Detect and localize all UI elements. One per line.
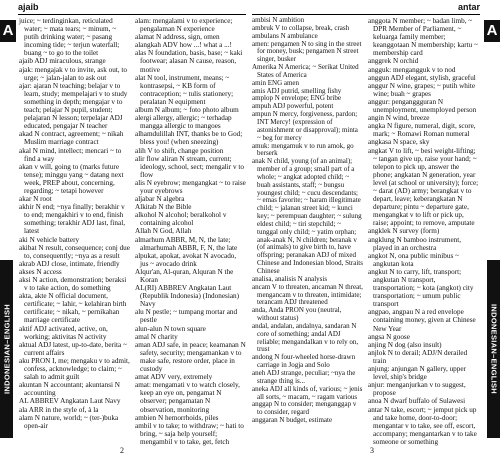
dictionary-entry: akibat N result, consequence; conj due to, consequently; ~nya as a result	[19, 243, 130, 260]
dictionary-entry: amen: pengamen N to sing in the street for money, busk; pengamen N street singer, busker	[252, 39, 362, 64]
dictionary-entry: akhir N end; ~nya finally; berakhir v to end; mengakhiri v to end, finish something; terakhir ADJ last, final, latest	[19, 203, 126, 236]
dictionary-entry: alat N tool, instrument, means; ~ kontrasepsi, ~ KB form of contraception; ~ tulis stationery; peralatan N equipment	[135, 73, 234, 106]
dictionary-entry: alam N nature, world; ~ (ter-)buka open-air	[19, 413, 119, 430]
letter-tab: A	[0, 20, 16, 42]
dictionary-entry: akrab ADJ close, intimate, friendly	[19, 259, 120, 268]
dictionary-entry: anggota N member; ~ badan limb, ~ DPR Member of Parliament, ~ keluarga family member; keanggotaan N membership; kartu ~ membership card	[368, 17, 478, 58]
page-number: 3	[370, 446, 374, 455]
dictionary-entry: aksi N action, demonstration; beraksi v to take action, do something	[19, 276, 127, 293]
dictionary-entry: aman ADJ safe, in peace; keamanan N safety, security; mengamankan v to make safe, restore order, place in custody	[135, 340, 246, 374]
dictionary-entry: amuk: mengamuk v to run amok, go berserk	[252, 141, 354, 158]
dictionary-entry: ajar: ajaran N teaching; belajar v to learn, study; mempelajari v to study something in depth; mengajar v to teach; pelajar N pupil, student; pelajaran N lesson; terpelajar ADJ educated, pengajar N teacher	[19, 81, 128, 131]
dictionary-entry: anggur N wine, grapes; ~ putih white wine; buah ~ grapes	[368, 81, 476, 98]
dictionary-entry: akta, akte N official document, certificate; ~ lahir, ~ kelahiran birth certificate; ~ nikah, ~ pernikahan marriage certificate	[19, 292, 127, 325]
column-1	[252, 17, 363, 446]
dictionary-entry: anjur: menganjurkan v to suggest, propose	[368, 381, 466, 398]
dictionary-entry: anggun ADJ elegant, stylish, graceful	[368, 73, 476, 82]
dictionary-entry: akar N root	[19, 195, 52, 204]
dictionary-entry: ambulans N ambulance	[252, 31, 318, 40]
dictionary-entry: angklek N survey (form)	[368, 227, 440, 236]
dictionary-entry: ampun N mercy, forgiveness, pardon; INT Mercy! (expression of astonishment or disapproval); minta ~ beg for mercy	[252, 110, 358, 142]
dictionary-entry: alkohol N alcohol; beralkohol v containing alcohol	[135, 211, 227, 228]
right-page	[250, 0, 500, 457]
dictionary-entry: angin N wind, breeze	[368, 114, 430, 123]
dictionary-entry: amat: mengamati v to watch closely, keep an eye on, pengamat N observer; pengamatan N observation, monitoring	[135, 381, 240, 414]
dictionary-entry: alis N eyebrow; mengangkat ~ to raise your eyebrows	[135, 178, 246, 195]
dictionary-entry: Amerika N America; ~ Serikat United States of America	[252, 63, 359, 79]
dictionary-entry: angka N figure, numeral, digit, score, mark; ~ Romawi Roman numeral	[368, 122, 476, 139]
dictionary-entry: aki N vehicle battery	[19, 235, 80, 244]
entry-columns	[252, 17, 479, 446]
dictionary-entry: angklung N bamboo instrument, played in an orchestra	[368, 235, 462, 252]
header-rule	[252, 14, 480, 15]
dictionary-entry: angsa N goose	[368, 332, 410, 341]
dictionary-entry: anda, Anda PRON you (neutral, without status)	[252, 306, 342, 323]
dictionary-entry: alu N pestle; ~ tumpang mortar and pestle	[135, 308, 238, 325]
dictionary-entry: akad N contract, agreement; ~ nikah Muslim marriage contract	[19, 130, 124, 147]
dictionary-entry: amplop N envelope; ENG bribe	[252, 94, 342, 103]
dictionary-entry: angkut N to carry, lift, transport; angkutan N transport, transportation; ~ kota (angkot) city transportation; ~ umum public transport	[368, 267, 474, 309]
entry-columns	[19, 17, 246, 446]
dictionary-entry: aktif ADJ activated, active, on, working; aktivitas N activity	[19, 324, 108, 341]
column-1	[19, 17, 130, 446]
column-2	[135, 17, 246, 446]
dictionary-entry: Alkitab N the Bible	[135, 203, 192, 212]
guide-word: ajaib	[18, 2, 39, 12]
dictionary-entry: ala ARR in the style of, à la	[19, 405, 99, 414]
page-number: 2	[120, 446, 124, 455]
dictionary-entry: ambien N hemorrhoids, piles	[135, 413, 219, 422]
dictionary-entry: amal N charity	[135, 332, 178, 341]
dictionary-entry: amin ENG amen	[252, 78, 300, 87]
dictionary-entry: ampuh ADJ powerful, potent	[252, 102, 334, 111]
dictionary-entry: anjing N dog (also insult)	[368, 340, 442, 349]
dictionary-entry: alun-alun N town square	[135, 324, 206, 333]
guide-word: antar	[457, 2, 480, 12]
dictionary-entry: anggur: penganggguran N unemployment, unemployed person	[368, 97, 477, 115]
dictionary-entry: aku PRON I, me; mengaku v to admit, confess, acknowledge; to claim; ~ salah to admit guilt	[19, 356, 130, 382]
dictionary-entry: juice; ~ terdinginkan, reticulated water; ~ mata tears; ~ minum, ~ putih drinking water; ~ pasang incoming tide; ~ terjun waterfall; buang ~ to go to the toilet	[19, 17, 120, 58]
dictionary-entry: alamat N address, sign, omen	[135, 33, 220, 42]
dictionary-entry: alpukat, apokat, avokat N avocado, jus ~ avocado drink	[135, 251, 237, 268]
dictionary-entry: album N album; ~ foto photo album	[135, 106, 239, 115]
dictionary-entry: andong N four-wheeled horse-drawn carriage in Jogja and Solo	[252, 353, 356, 370]
sidebar-label: INDONESIAN–ENGLISH	[489, 304, 498, 394]
dictionary-entry: angkat V to lift, ~ besi weight-lifting; ~ tangan give up, raise your hand; ~ telepon to pick up, answer the phone; angkatan N generation, year level (at school or university); force; ~ darat (AD) army; berangkat v to depart, leave; keberangkatan N departure; pintu ~ departure gate, mengangkat v to lift or pick up, raise; appoint; to remove, amputate	[368, 146, 479, 228]
dictionary-entry: anggaran N budget, estimate	[252, 416, 333, 425]
dictionary-entry: angguk: mengangguk v to nod	[368, 65, 456, 74]
dictionary-entry: andal, andalan, andalnya, sandaran N core of something; andal ADJ reliable; mengandalkan v to rely on, trust	[252, 321, 359, 354]
dictionary-entry: ancam V to threaten, ancaman N threat, mengancam v to threaten, intimidate; terancam ADJ threatened	[252, 282, 363, 307]
dictionary-entry: aktual ADJ latest, up-to-date, berita ~ current affairs	[19, 340, 127, 357]
dictionary-entry: alih V to shift, change position	[135, 146, 224, 155]
dictionary-entry: AL(RI) ABBREV Angkatan Laut (Republik Indonesia) (Indonesian) Navy	[135, 284, 240, 309]
dictionary-entry: alir flow aliran N stream, current; ideology, school, sect; mengalir v to flow	[135, 154, 244, 179]
section-sidebar	[0, 260, 13, 438]
dictionary-entry: amat ADV very, extremely	[135, 373, 213, 382]
dictionary-entry: anjlok N to derail; ADJ/N derailed train	[368, 348, 468, 365]
header-rule	[18, 14, 246, 15]
section-sidebar	[487, 260, 500, 438]
dictionary-entry: akuntan N accountant; akuntansi N accounting	[19, 381, 120, 398]
dictionary-entry: anak N child, young (of an animal); member of a group; small part of a whole; ~ angkat adopted child; ~ buah assistants, staff; ~ bungsu youngest child; ~ cucu descendants; ~ emas favorite; ~ haram illegitimate child; ~ jalanan street kid; ~ kunci key; ~ perempuan daughter; ~ sulung eldest child; ~ tiri stepchild; ~ tunggal only child; ~ yatim orphan; anak-anak N, N children; beranak v (of animals) to give birth to, have offspring; peranakan ADJ of mixed Chinese and Indonesian blood, Straits Chinese	[252, 157, 363, 275]
dictionary-entry: amis ADJ putrid, smelling fishy	[252, 86, 342, 95]
dictionary-entry: AL ABBREV Angkatan Laut Navy	[19, 397, 121, 406]
dictionary-entry: aljabar N algebra	[135, 195, 185, 204]
dictionary-entry: anggrek N orchid	[368, 57, 419, 66]
dictionary-entry: angpao, angpau N a red envelope containing money, given at Chinese New Year	[368, 308, 476, 333]
dictionary-entry: alhamdulillah INT, thanks be to God; bless you! (when sneezing)	[135, 130, 243, 147]
dictionary-entry: Allah N God, Allah	[135, 227, 192, 236]
dictionary-entry: Alqur'an, Al-quran, Alquran N the Koran	[135, 267, 234, 284]
sidebar-label: INDONESIAN–ENGLISH	[2, 304, 11, 394]
dictionary-entry: akses N access	[19, 267, 62, 276]
dictionary-entry: alangkah ADV how ...! what a ...!	[135, 41, 232, 50]
dictionary-entry: almarhum ABBR, M, N, the late; almarhumah ABBR, F, N, the late	[135, 235, 238, 252]
dictionary-entry: analisa, analisis N analysis	[252, 274, 328, 283]
dictionary-entry: angkot N, ona public minibus ~ angkutan kota	[368, 251, 459, 268]
dictionary-entry: aneka ADJ all kinds of, various; ~ jenis all sorts, ~ macam, ~ ragam various	[252, 384, 363, 401]
dictionary-entry: anoa N dwarf buffalo of Sulawesi	[368, 397, 466, 406]
dictionary-entry: akal N mind, intellect; mencari ~ to find a way	[19, 146, 122, 163]
dictionary-entry: ambisi N ambition	[252, 16, 305, 24]
dictionary-entry: ambil v to take; to withdraw; ~ hati to bring, ~ saja help yourself; mengambil v to take, get, fetch	[135, 421, 244, 446]
dictionary-entry: anggap N to consider; menganggap v to consider, regard	[252, 400, 357, 417]
dictionary-entry: antar N take, escort; ~ jemput pick up and take home, door-to-door; mengantar v to take, see off, escort, accompany; mengantarkan v to take someone or something	[368, 405, 477, 446]
dictionary-entry: alas N foundation, basis, base; ~ kaki footwear; alasan N cause, reason, motive	[135, 49, 243, 74]
dictionary-entry: ambruk V to collapse, break, crash	[252, 23, 350, 32]
dictionary-entry: alam: mengalami v to experience; pengalaman N experience	[135, 17, 233, 34]
dictionary-entry: alergi allergy, allergic; ~ terhadap mangga allergic to mangoes	[135, 114, 232, 131]
dictionary-entry: ajaib ADJ miraculous, strange	[19, 57, 106, 66]
column-2	[368, 17, 479, 446]
letter-tab: A	[484, 20, 500, 42]
dictionary-entry: aneh ADJ strange, peculiar; ~nya the strange thing is...	[252, 368, 356, 385]
dictionary-entry: akan v will, going to (marks future tense); minggu yang ~ datang next week, PREP about, concerning, regarding; ~ tetapi however	[19, 162, 124, 195]
dictionary-entry: angkasa N space, sky	[368, 138, 430, 147]
dictionary-entry: anjung: anjungan N gallery, upper level, ship's bridge	[368, 365, 466, 382]
dictionary-entry: ajak: mengajak v to invite, ask out, to urge; ~ jalan-jalan to ask out	[19, 65, 127, 82]
